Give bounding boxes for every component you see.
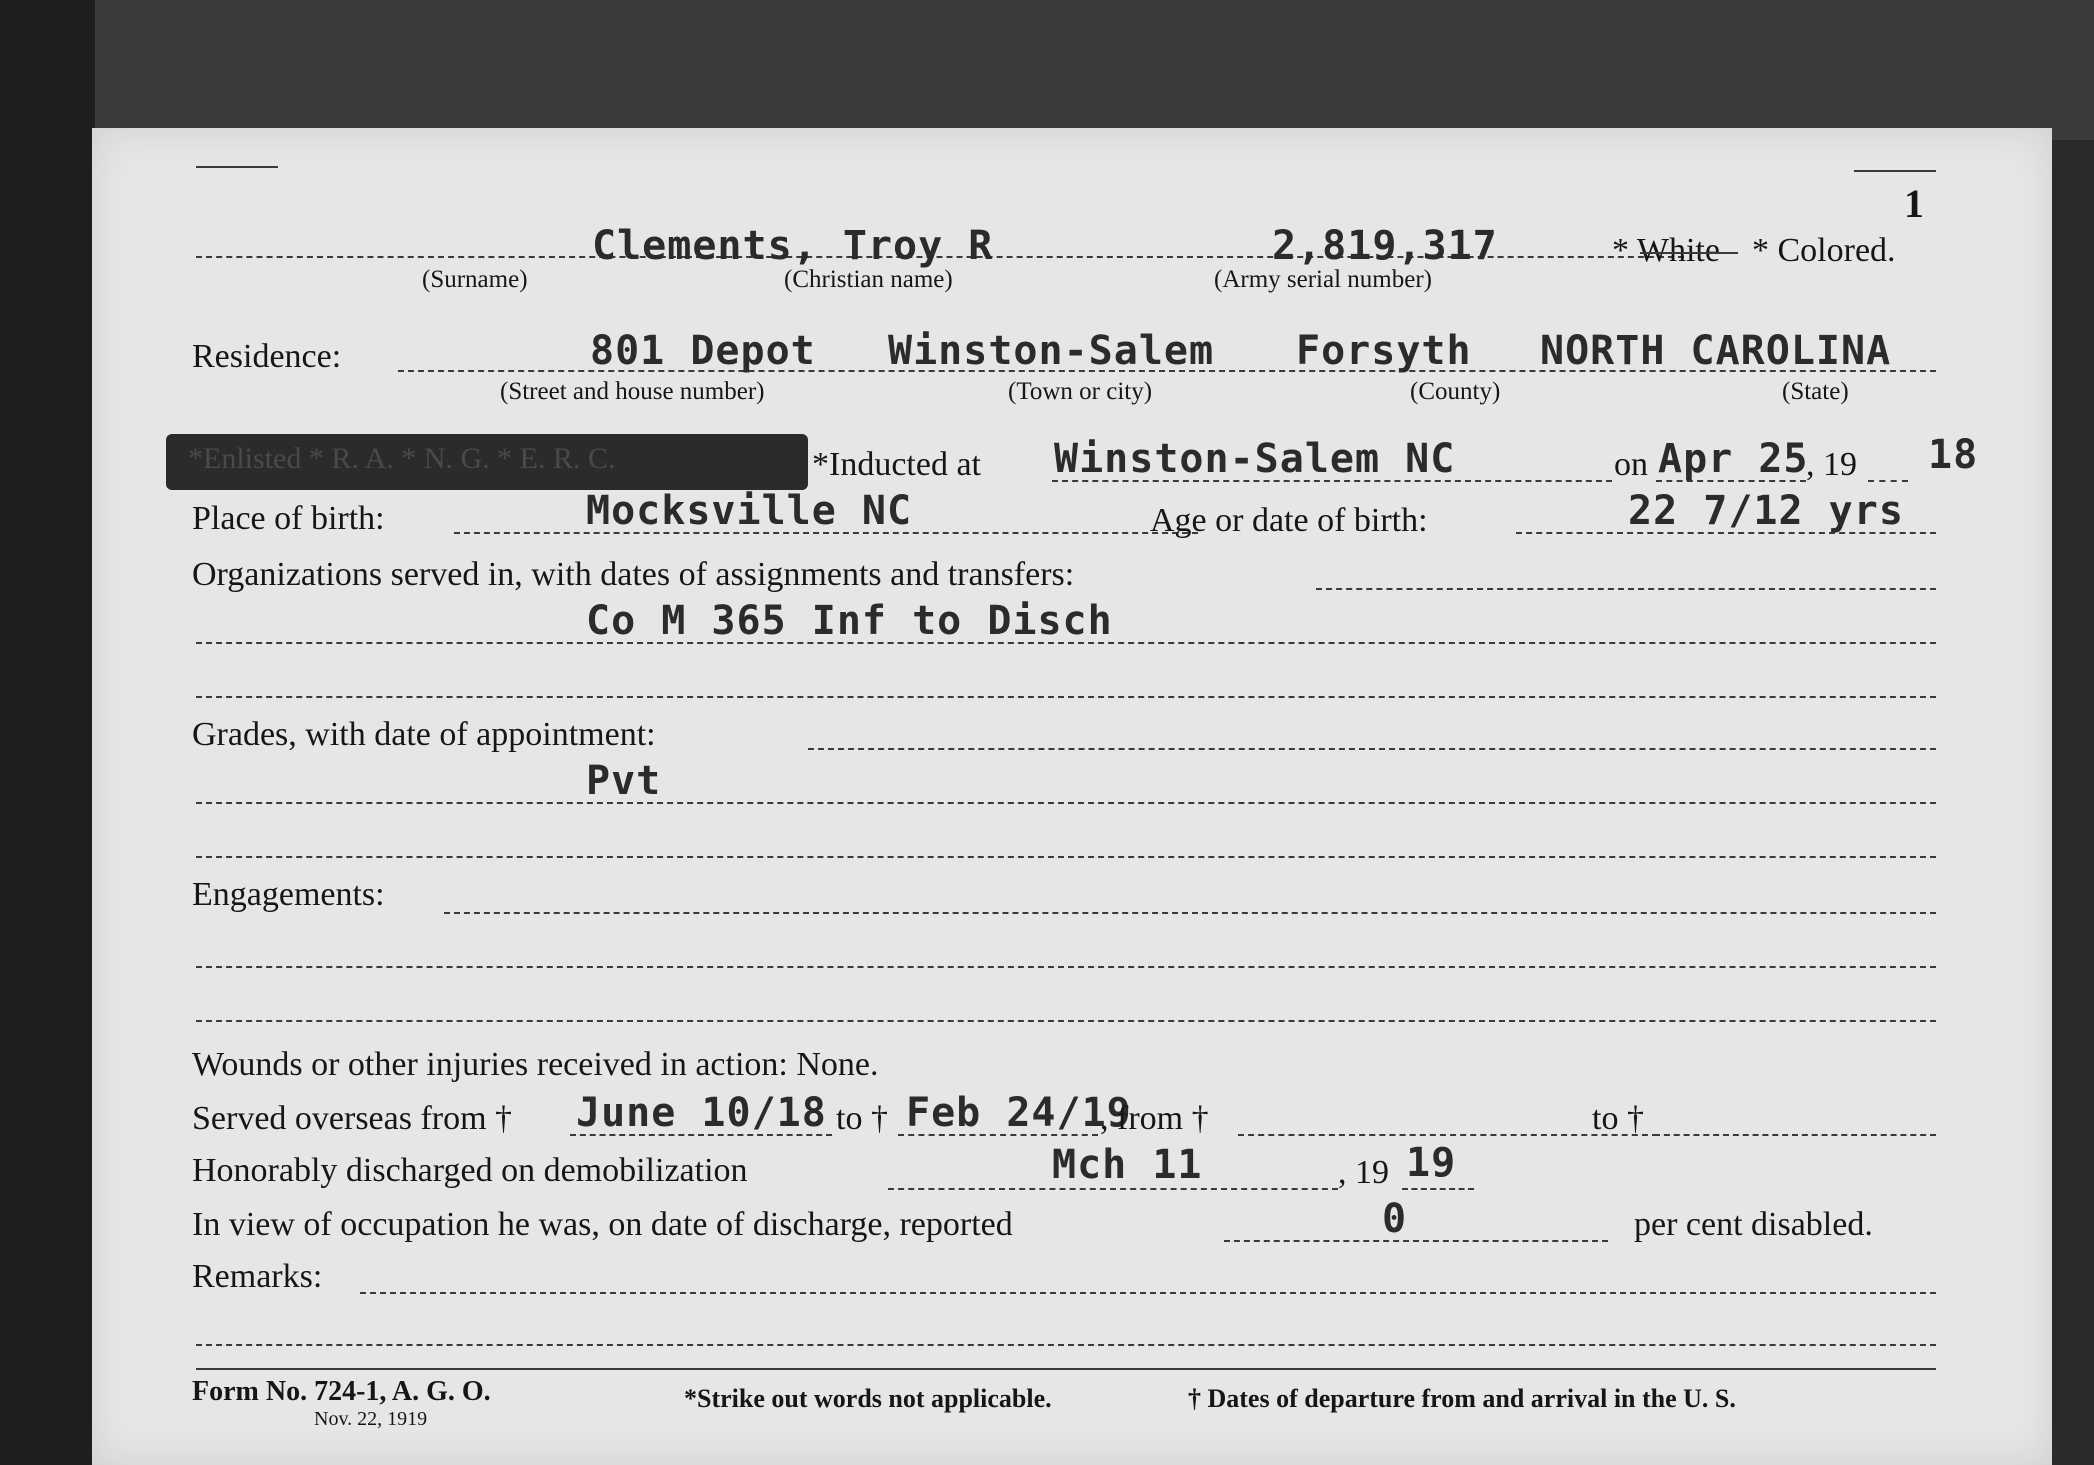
remarks-line-2 <box>196 1344 1936 1346</box>
discharge-year-prefix: , 19 <box>1338 1154 1389 1191</box>
grades-label: Grades, with date of appointment: <box>192 716 656 753</box>
discharge-year-line <box>1402 1188 1474 1190</box>
on-label: on <box>1614 446 1648 483</box>
induction-year-line <box>1868 480 1908 482</box>
overseas-to-label: to † <box>836 1100 888 1137</box>
inducted-label: *Inducted at <box>812 446 981 483</box>
induction-year-prefix: , 19 <box>1806 446 1857 483</box>
enlisted-redaction <box>166 434 808 490</box>
county-value: Forsyth <box>1296 328 1472 374</box>
footnote-dates: † Dates of departure from and arrival in the U. S. <box>1188 1384 1736 1413</box>
age-label: Age or date of birth: <box>1150 502 1428 539</box>
overseas-label: Served overseas from † <box>192 1100 513 1137</box>
engagements-label: Engagements: <box>192 876 385 913</box>
overseas-from: June 10/18 <box>576 1090 827 1136</box>
race-white: * White <box>1612 232 1720 269</box>
engagements-line-3 <box>196 1020 1936 1022</box>
overseas-to: Feb 24/19 <box>906 1090 1132 1136</box>
scan-background-left <box>0 0 95 1465</box>
street-value: 801 Depot <box>590 328 816 374</box>
induction-year: 18 <box>1928 432 1979 478</box>
christian-caption: (Christian name) <box>784 266 953 293</box>
discharge-year: 19 <box>1406 1140 1457 1186</box>
inducted-value: Winston-Salem NC <box>1054 436 1456 482</box>
discharge-line <box>888 1188 1338 1190</box>
grades-line-2 <box>196 802 1936 804</box>
wounds-label: Wounds or other injuries received in action: None. <box>192 1046 879 1083</box>
town-caption: (Town or city) <box>1008 378 1153 405</box>
orgs-line-3 <box>196 696 1936 698</box>
overseas-from2-label: , from † <box>1100 1100 1209 1137</box>
race-white-strike <box>1640 252 1738 254</box>
serial-value: 2,819,317 <box>1272 223 1498 269</box>
disability-value: 0 <box>1382 1196 1408 1242</box>
service-record-card <box>92 128 2052 1465</box>
state-value: NORTH CAROLINA <box>1540 328 1892 374</box>
enlisted-text: *Enlisted * R. A. * N. G. * E. R. C. <box>188 442 616 475</box>
remarks-label: Remarks: <box>192 1258 323 1295</box>
age-value: 22 7/12 yrs <box>1628 488 1904 534</box>
surname-caption: (Surname) <box>422 266 528 293</box>
grades-value: Pvt <box>586 758 662 804</box>
overseas-to2-label: to † <box>1592 1100 1644 1137</box>
orgs-value: Co M 365 Inf to Disch <box>586 598 1113 644</box>
disability-line <box>1224 1240 1608 1242</box>
disability-label: In view of occupation he was, on date of discharge, reported <box>192 1206 1013 1243</box>
name-value: Clements, Troy R <box>592 223 994 269</box>
engagements-line-1 <box>444 912 1936 914</box>
serial-caption: (Army serial number) <box>1214 266 1432 293</box>
discharge-date: Mch 11 <box>1052 1142 1203 1188</box>
induction-date: Apr 25 <box>1658 436 1809 482</box>
corner-rule-left <box>196 166 278 168</box>
town-value: Winston-Salem <box>888 328 1215 374</box>
county-caption: (County) <box>1410 378 1501 405</box>
footer-rule <box>196 1368 1936 1370</box>
orgs-label: Organizations served in, with dates of assignments and transfers: <box>192 556 1075 593</box>
scan-background-top <box>0 0 2094 140</box>
footnote-strike: *Strike out words not applicable. <box>684 1384 1052 1413</box>
form-number: Form No. 724-1, A. G. O. <box>192 1376 491 1407</box>
residence-label: Residence: <box>192 338 342 375</box>
birthplace-label: Place of birth: <box>192 500 385 537</box>
form-date: Nov. 22, 1919 <box>314 1408 428 1430</box>
remarks-line-1 <box>360 1292 1936 1294</box>
engagements-line-2 <box>196 966 1936 968</box>
orgs-line-1 <box>1316 588 1936 590</box>
state-caption: (State) <box>1782 378 1849 405</box>
card-number: 1 <box>1904 181 1924 226</box>
birthplace-value: Mocksville NC <box>586 488 913 534</box>
discharge-label: Honorably discharged on demobilization <box>192 1152 748 1189</box>
grades-line-1 <box>808 748 1936 750</box>
race-colored: * Colored. <box>1752 232 1896 269</box>
grades-line-3 <box>196 856 1936 858</box>
corner-rule-right <box>1854 170 1936 172</box>
overseas-to2-line <box>1654 1134 1936 1136</box>
disability-suffix: per cent disabled. <box>1634 1206 1873 1243</box>
street-caption: (Street and house number) <box>500 378 765 405</box>
